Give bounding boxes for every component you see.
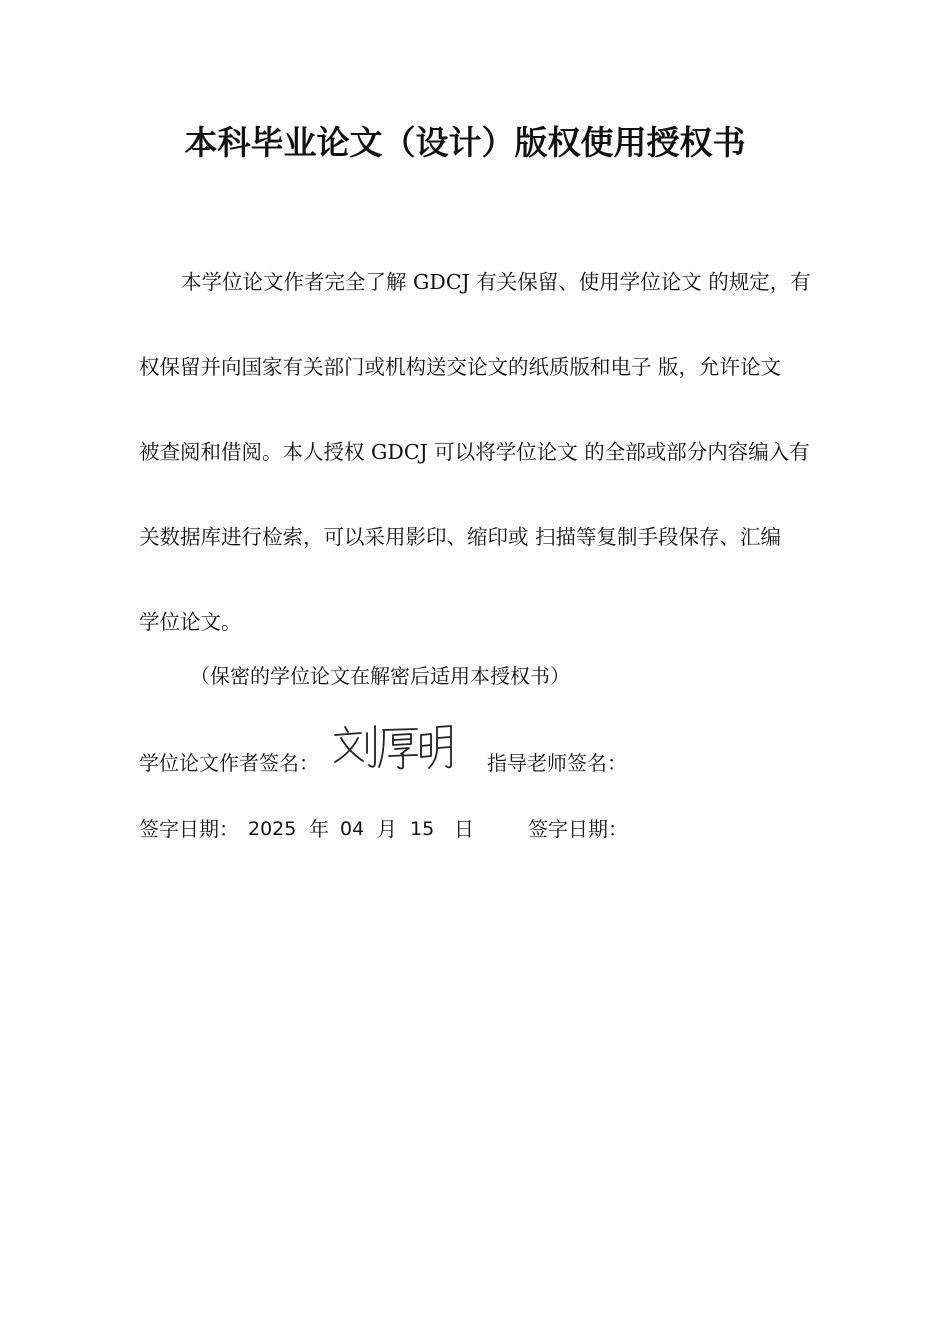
author-date-label: 签字日期： bbox=[139, 817, 239, 841]
advisor-signature-label: 指导老师签名： bbox=[487, 751, 627, 775]
authorization-paragraph bbox=[139, 240, 849, 665]
paragraph-line: 本学位论文作者完全了解 GDCJ 有关保留、使用学位论文 的规定，有 bbox=[181, 270, 811, 294]
author-signature-label: 学位论文作者签名： bbox=[139, 751, 319, 775]
handwritten-signature-image bbox=[331, 721, 456, 773]
paragraph-line: 关数据库进行检索，可以采用影印、缩印或 扫描等复制手段保存、汇编 bbox=[139, 525, 782, 549]
paragraph-line: 被查阅和借阅。本人授权 GDCJ 可以将学位论文 的全部或部分内容编入有 bbox=[139, 440, 810, 464]
document-title: 本科毕业论文（设计）版权使用授权书 bbox=[184, 123, 746, 162]
date-year: 2025 bbox=[248, 818, 297, 840]
paragraph-line: 学位论文。 bbox=[139, 610, 242, 634]
paragraph-line: 权保留并向国家有关部门或机构送交论文的纸质版和电子 版，允许论文 bbox=[139, 355, 782, 379]
date-month-unit: 月 bbox=[377, 817, 397, 841]
confidentiality-note: （保密的学位论文在解密后适用本授权书） bbox=[190, 664, 570, 688]
date-day: 15 bbox=[410, 818, 435, 840]
date-month: 04 bbox=[340, 818, 365, 840]
date-year-unit: 年 bbox=[309, 817, 329, 841]
date-day-unit: 日 bbox=[454, 817, 474, 841]
advisor-date-label: 签字日期： bbox=[528, 817, 628, 841]
